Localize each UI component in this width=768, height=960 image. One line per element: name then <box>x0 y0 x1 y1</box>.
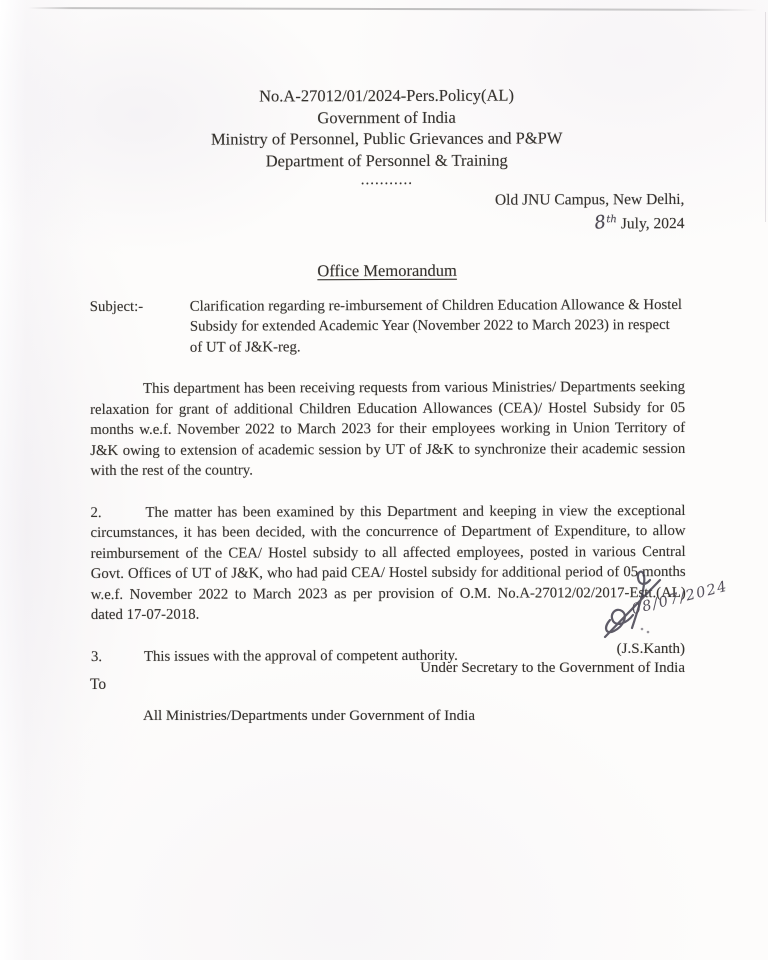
signatory-block <box>90 640 685 678</box>
handwritten-sign-date: 08/07/2024 <box>630 578 730 618</box>
to-label: To <box>90 676 107 693</box>
date-line <box>89 210 684 236</box>
memo-content <box>89 84 686 667</box>
memo-title: Office Memorandum <box>317 260 457 281</box>
date-month-year: July, 2024 <box>620 215 685 233</box>
subject-text: Clarification regarding re-imbursement of Children Education Allowance & Hostel Subsidy for extended Academic Year (November 2022 to March 2023) in respect of UT of J&K-reg. <box>189 296 683 356</box>
paragraph-3-number: 3. <box>90 648 103 665</box>
place-date-block <box>89 190 684 236</box>
paragraph-2 <box>90 501 685 626</box>
paragraph-3-text: This issues with the approval of competent authority. <box>143 647 458 665</box>
signatory-title: Under Secretary to the Government of India <box>420 660 685 676</box>
handwritten-day: 8 <box>593 211 608 235</box>
place-line: Old JNU Campus, New Delhi, <box>494 190 685 209</box>
separator-dots: ........... <box>360 171 413 189</box>
paragraph-2-number: 2. <box>90 504 102 521</box>
recipient-line: All Ministries/Departments under Government of India <box>143 708 476 724</box>
subject-label: Subject:- <box>89 298 144 315</box>
paragraph-1: This department has been receiving requests from various Ministries/ Departments seeking relaxation for grant of additional Children Education Allowances (CEA)/ Hostel Subsidy for 05 months w.e.f. November 2022 to March 2023 for their employees working in Union Territory of J&K owing to extension of academic session by UT of J&K to synchronize their academic session with the rest of the country. <box>90 379 686 480</box>
paragraph-2-text: The matter has been examined by this Department and keeping in view the exceptional circumstances, it has been decided, with the concurrence of Department of Expenditure, to allow reimbursement of the CEA/ Hostel subsidy to all affected employees, posted in various Central Govt. Offices of UT of J&K, who had paid CEA/ Hostel subsidy for additional period of 05 months w.e.f. November 2022 to March 2023 as per provision of O.M. No.A-27012/02/2017-Estt.(AL) dated 17-07-2018. <box>90 502 686 624</box>
handwritten-day-suffix: th <box>606 214 617 226</box>
scan-artifact-right-line <box>765 12 766 222</box>
signatory-name: (J.S.Kanth) <box>616 641 685 657</box>
signature-area <box>598 566 768 646</box>
org-government: Government of India <box>317 107 456 127</box>
reference-number: No.A-27012/01/2024-Pers.Policy(AL) <box>259 85 514 106</box>
scan-artifact-top-line <box>28 7 758 11</box>
org-department: Department of Personnel & Training <box>265 150 508 170</box>
subject-block <box>90 295 685 359</box>
org-ministry: Ministry of Personnel, Public Grievances and P&PW <box>210 128 563 149</box>
